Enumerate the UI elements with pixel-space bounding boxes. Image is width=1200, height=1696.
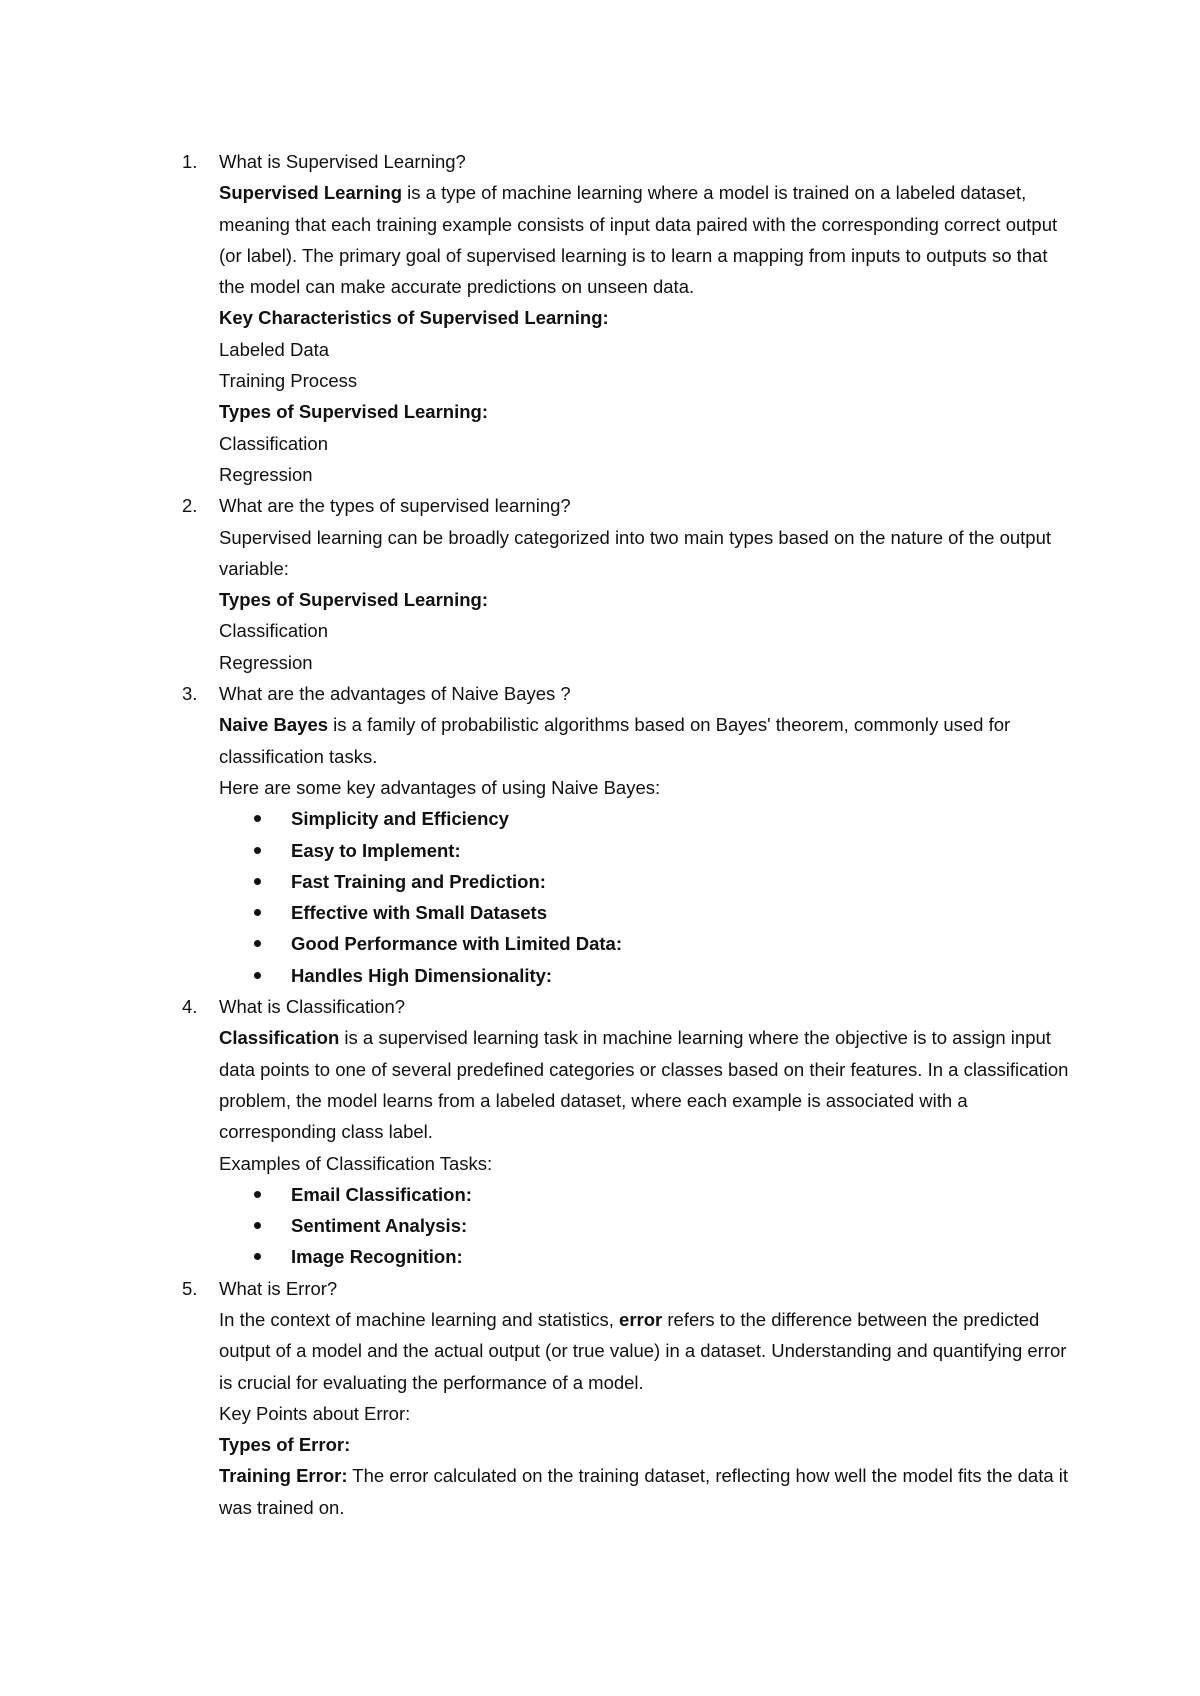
question-text: What is Classification? bbox=[219, 996, 406, 1018]
list-item: Regression bbox=[219, 651, 313, 673]
list-item: Regression bbox=[219, 463, 313, 485]
bullet-icon bbox=[254, 940, 261, 947]
list-item-label: Easy to Implement: bbox=[291, 839, 461, 861]
list-item-label: Image Recognition: bbox=[291, 1246, 463, 1268]
question-number: 3. bbox=[182, 683, 198, 705]
question-text: What are the types of supervised learning? bbox=[219, 495, 571, 517]
section-heading: Types of Supervised Learning: bbox=[219, 401, 488, 423]
intro-text: Key Points about Error: bbox=[219, 1402, 411, 1424]
answer-text-pre: In the context of machine learning and statistics, bbox=[219, 1308, 620, 1330]
list-item bbox=[219, 803, 1050, 834]
question-text: What is Supervised Learning? bbox=[219, 151, 466, 172]
list-item bbox=[219, 835, 1050, 866]
bullet-icon bbox=[254, 815, 261, 822]
intro-text: Examples of Classification Tasks: bbox=[219, 1152, 493, 1174]
list-item bbox=[219, 1210, 1050, 1241]
bullet-icon bbox=[254, 847, 261, 854]
question-text: What are the advantages of Naive Bayes ? bbox=[219, 683, 571, 705]
list-item-label: Handles High Dimensionality: bbox=[291, 964, 553, 986]
list-item: Training Process bbox=[219, 370, 358, 392]
list-item bbox=[219, 960, 1050, 991]
training-error-text: The error calculated on the training dataset, reflecting how well the model fits the data it was trained on. bbox=[219, 1465, 1069, 1518]
list-item-label: Fast Training and Prediction: bbox=[291, 870, 546, 892]
answer-text: refers to the difference between the predicted output of a model and the actual output (or true value) in a dataset. Understanding and quantifying error is crucial for evaluating the performance of a model. bbox=[219, 1308, 1067, 1393]
list-item: Classification bbox=[219, 432, 328, 454]
question-number: 4. bbox=[182, 996, 198, 1018]
answer-term: Classification bbox=[219, 1027, 340, 1049]
bullet-icon bbox=[254, 972, 261, 979]
section-heading: Key Characteristics of Supervised Learning: bbox=[219, 307, 609, 329]
question-number: 2. bbox=[182, 495, 198, 517]
answer-text: is a supervised learning task in machine learning where the objective is to assign input data points to one of several predefined categories or classes based on their features. In a classification problem, the model learns from a labeled dataset, where each example is associated with a corresponding class label. bbox=[219, 1027, 1069, 1143]
bullet-icon bbox=[254, 909, 261, 916]
question-4 bbox=[0, 991, 1200, 1273]
answer-text: is a family of probabilistic algorithms based on Bayes' theorem, commonly used for classification tasks. bbox=[219, 714, 1011, 767]
question-3 bbox=[0, 678, 1200, 991]
answer-paragraph bbox=[219, 1022, 1069, 1147]
list-item bbox=[219, 897, 1050, 928]
list-item bbox=[219, 1241, 1050, 1272]
question-5 bbox=[0, 1273, 1200, 1523]
list-item bbox=[219, 1179, 1050, 1210]
question-2 bbox=[0, 490, 1200, 678]
section-heading: Types of Error: bbox=[219, 1434, 351, 1456]
answer-term: Naive Bayes bbox=[219, 714, 329, 736]
answer-paragraph bbox=[219, 177, 1069, 302]
question-number: 1. bbox=[182, 151, 198, 172]
answer-text: is a type of machine learning where a model is trained on a labeled dataset, meaning that each training example consists of input data paired with the corresponding correct output (or label). The primary goal of supervised learning is to learn a mapping from inputs to outputs so that the model can make accurate predictions on unseen data. bbox=[219, 182, 1058, 298]
answer-paragraph: Supervised learning can be broadly categorized into two main types based on the nature of the output variable: bbox=[219, 526, 1052, 579]
bullet-icon bbox=[254, 1253, 261, 1260]
list-item-label: Sentiment Analysis: bbox=[291, 1215, 468, 1237]
list-item bbox=[219, 866, 1050, 897]
training-error-term: Training Error: bbox=[219, 1465, 348, 1487]
examples-list bbox=[219, 1179, 1050, 1273]
bullet-icon bbox=[254, 1222, 261, 1229]
training-error-paragraph bbox=[219, 1460, 1069, 1523]
list-item bbox=[219, 928, 1050, 959]
bullet-icon bbox=[254, 878, 261, 885]
list-item-label: Good Performance with Limited Data: bbox=[291, 933, 622, 955]
answer-term: Supervised Learning bbox=[219, 182, 402, 204]
list-item: Classification bbox=[219, 620, 328, 642]
answer-paragraph bbox=[219, 709, 1069, 772]
question-number: 5. bbox=[182, 1277, 198, 1299]
list-item-label: Effective with Small Datasets bbox=[291, 902, 548, 924]
bullet-icon bbox=[254, 1191, 261, 1198]
answer-paragraph bbox=[219, 1304, 1069, 1398]
list-item-label: Simplicity and Efficiency bbox=[291, 808, 509, 830]
advantages-list bbox=[219, 803, 1050, 991]
list-item-label: Email Classification: bbox=[291, 1183, 472, 1205]
answer-term: error bbox=[619, 1308, 663, 1330]
list-item: Labeled Data bbox=[219, 338, 330, 360]
intro-text: Here are some key advantages of using Naive Bayes: bbox=[219, 776, 661, 798]
question-1 bbox=[0, 146, 1200, 490]
question-text: What is Error? bbox=[219, 1277, 338, 1299]
section-heading: Types of Supervised Learning: bbox=[219, 589, 488, 611]
